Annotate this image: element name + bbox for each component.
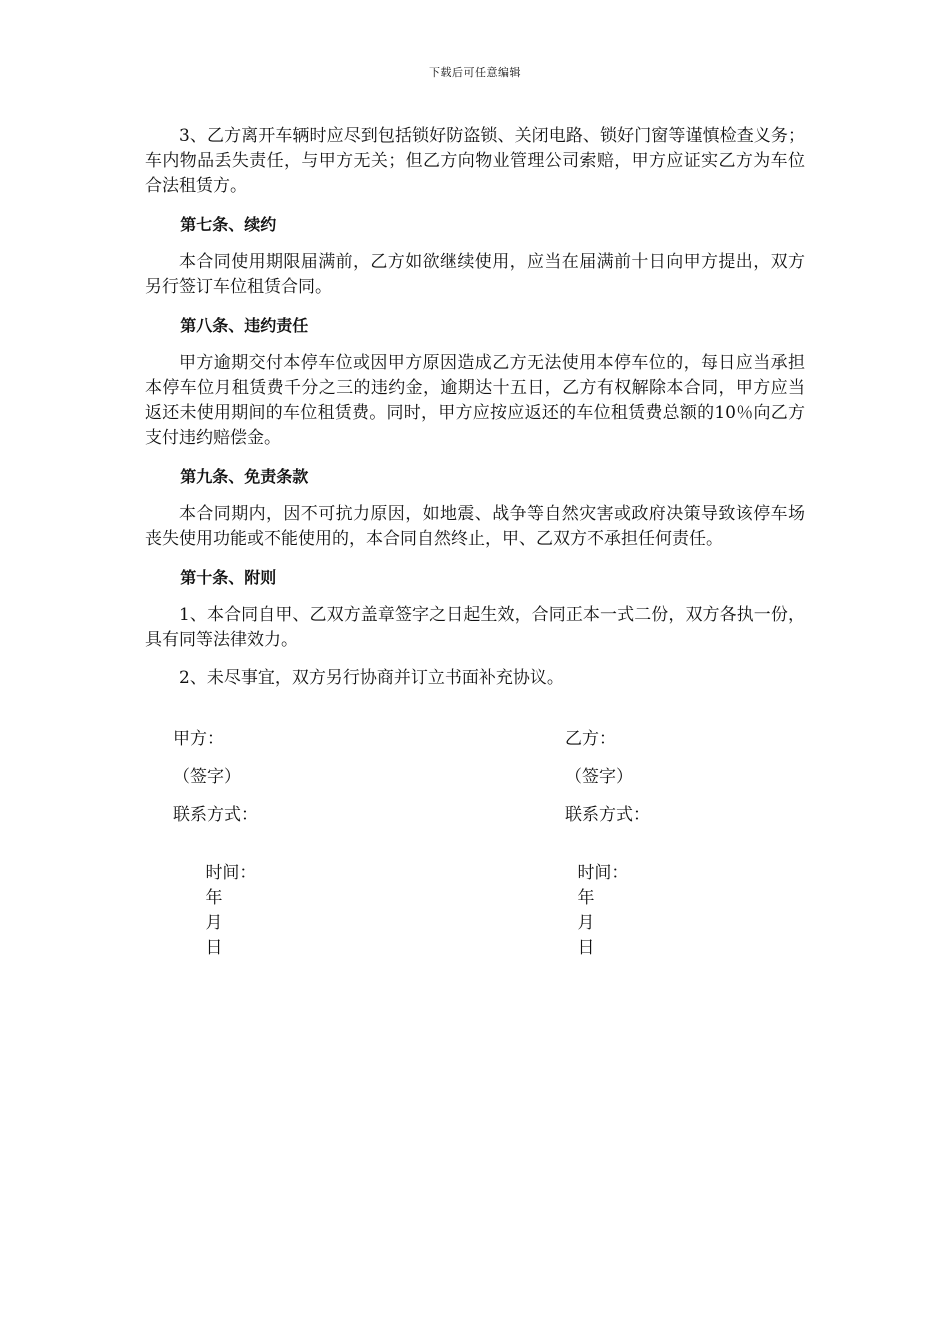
day-label: 日 xyxy=(205,938,223,958)
signature-row xyxy=(145,762,805,800)
clause-paragraph: 2、未尽事宜，双方另行协商并订立书面补充协议。 xyxy=(179,668,564,688)
contract-body xyxy=(145,124,805,704)
party-a-label: 甲方： xyxy=(173,729,224,749)
article-10-heading: 第十条、附则 xyxy=(180,568,277,587)
signature-block xyxy=(145,724,805,958)
day-label: 日 xyxy=(577,938,595,958)
clause-paragraph: 1、本合同自甲、乙双方盖章签字之日起生效，合同正本一式二份，双方各执一份，具有同等法律效力。 xyxy=(145,605,805,650)
party-b-signature-label: （签字） xyxy=(565,767,633,787)
party-row xyxy=(145,724,805,762)
clause-paragraph: 本合同使用期限届满前，乙方如欲继续使用，应当在届满前十日向甲方提出，双方另行签订车位租赁合同。 xyxy=(145,252,805,297)
year-label: 年 xyxy=(577,888,595,908)
time-label: 时间： xyxy=(205,863,257,883)
month-label: 月 xyxy=(577,913,595,933)
clause-paragraph: 3、乙方离开车辆时应尽到包括锁好防盗锁、关闭电路、锁好门窗等谨慎检查义务；车内物品丢失责任，与甲方无关；但乙方向物业管理公司索赔，甲方应证实乙方为车位合法租赁方。 xyxy=(145,126,805,196)
month-label: 月 xyxy=(205,913,223,933)
time-label: 时间： xyxy=(577,863,629,883)
clause-paragraph: 甲方逾期交付本停车位或因甲方原因造成乙方无法使用本停车位的，每日应当承担本停车位月租赁费千分之三的违约金，逾期达十五日，乙方有权解除本合同，甲方应当返还未使用期间的车位租赁费。同时，甲方应按应返还的车位租赁费总额的10％向乙方支付违约赔偿金。 xyxy=(145,353,805,448)
article-9-heading: 第九条、免责条款 xyxy=(180,467,309,486)
date-row xyxy=(145,838,805,958)
party-b-label: 乙方： xyxy=(565,729,616,749)
party-a-signature-label: （签字） xyxy=(173,767,241,787)
party-a-date xyxy=(173,838,309,978)
contact-row xyxy=(145,800,805,838)
party-b-date xyxy=(545,838,683,978)
year-label: 年 xyxy=(205,888,223,908)
party-b-contact-label: 联系方式： xyxy=(565,805,650,825)
article-8-heading: 第八条、违约责任 xyxy=(180,316,309,335)
header-note: 下载后可任意编辑 xyxy=(429,66,521,79)
clause-paragraph: 本合同期内，因不可抗力原因，如地震、战争等自然灾害或政府决策导致该停车场丧失使用功能或不能使用的，本合同自然终止，甲、乙双方不承担任何责任。 xyxy=(145,504,805,549)
article-7-heading: 第七条、续约 xyxy=(180,215,277,234)
party-a-contact-label: 联系方式： xyxy=(173,805,258,825)
